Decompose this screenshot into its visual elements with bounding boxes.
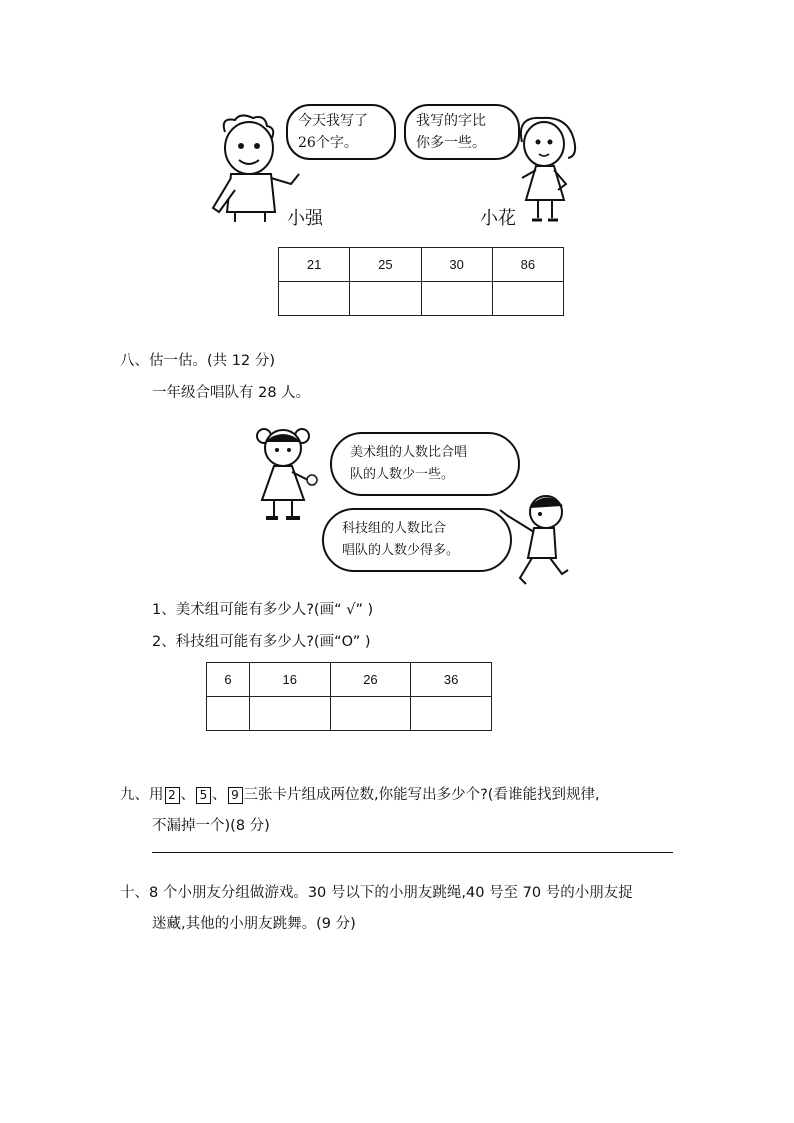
answer-cell[interactable]	[249, 697, 330, 731]
table-cell: 6	[207, 663, 250, 697]
number-card: 2	[165, 787, 180, 804]
art-cloud-line-1: 美术组的人数比合唱	[350, 445, 468, 460]
answer-cell[interactable]	[350, 282, 421, 316]
table-cell: 21	[279, 248, 350, 282]
number-card: 9	[228, 787, 243, 804]
girl-speech-line-2: 你多一些。	[416, 135, 486, 151]
art-cloud-line-2: 队的人数少一些。	[350, 467, 455, 482]
girl-drawing	[508, 112, 582, 228]
art-group-cloud	[330, 432, 520, 496]
answer-line[interactable]	[152, 852, 673, 853]
section9-line-1	[120, 785, 600, 805]
table-cell: 86	[492, 248, 563, 282]
boy-running-illustration	[494, 488, 576, 590]
girl-name: 小花	[480, 208, 516, 229]
girl-speech-bubble	[404, 104, 520, 160]
table-cell: 25	[350, 248, 421, 282]
section9-prefix: 九、用	[120, 787, 164, 803]
tech-cloud-line-1: 科技组的人数比合	[342, 521, 447, 536]
section10-line-1: 十、8 个小朋友分组做游戏。30 号以下的小朋友跳绳,40 号至 70 号的小朋友捉	[120, 885, 633, 901]
boy-name: 小强	[287, 208, 323, 229]
answer-cell[interactable]	[330, 697, 411, 731]
section8-question-2: 2、科技组可能有多少人?(画“O” )	[152, 634, 371, 650]
section7-answer-table	[278, 247, 564, 316]
tech-group-cloud	[322, 508, 512, 572]
answer-cell[interactable]	[492, 282, 563, 316]
section8-intro: 一年级合唱队有 28 人。	[152, 385, 311, 401]
table-row	[207, 663, 492, 697]
girl-with-flower-illustration	[252, 422, 328, 524]
table-cell: 16	[249, 663, 330, 697]
boy-speech-line-2: 26个字。	[298, 135, 358, 151]
boy-speech-bubble	[286, 104, 396, 160]
section8-question-1: 1、美术组可能有多少人?(画“ √” )	[152, 602, 374, 618]
section10-line-2: 迷藏,其他的小朋友跳舞。(9 分)	[152, 916, 356, 932]
table-row	[279, 282, 564, 316]
boy2-drawing	[494, 488, 576, 590]
section9-suffix: 三张卡片组成两位数,你能写出多少个?(看谁能找到规律,	[243, 787, 600, 803]
table-cell: 26	[330, 663, 411, 697]
girl2-drawing	[252, 422, 328, 524]
number-card: 5	[196, 787, 211, 804]
card-separator: 、	[212, 787, 227, 803]
table-cell: 36	[411, 663, 492, 697]
boy-speech-line-1: 今天我写了	[298, 113, 368, 129]
answer-cell[interactable]	[411, 697, 492, 731]
answer-cell[interactable]	[421, 282, 492, 316]
card-separator: 、	[180, 787, 195, 803]
section9-line-2: 不漏掉一个)(8 分)	[152, 818, 270, 834]
section8-answer-table	[206, 662, 492, 731]
section8-heading: 八、估一估。(共 12 分)	[120, 353, 275, 369]
answer-cell[interactable]	[279, 282, 350, 316]
table-row	[207, 697, 492, 731]
girl-speech-line-1: 我写的字比	[416, 113, 486, 129]
table-row	[279, 248, 564, 282]
answer-cell[interactable]	[207, 697, 250, 731]
girl-illustration	[508, 112, 582, 228]
tech-cloud-line-2: 唱队的人数少得多。	[342, 543, 460, 558]
table-cell: 30	[421, 248, 492, 282]
